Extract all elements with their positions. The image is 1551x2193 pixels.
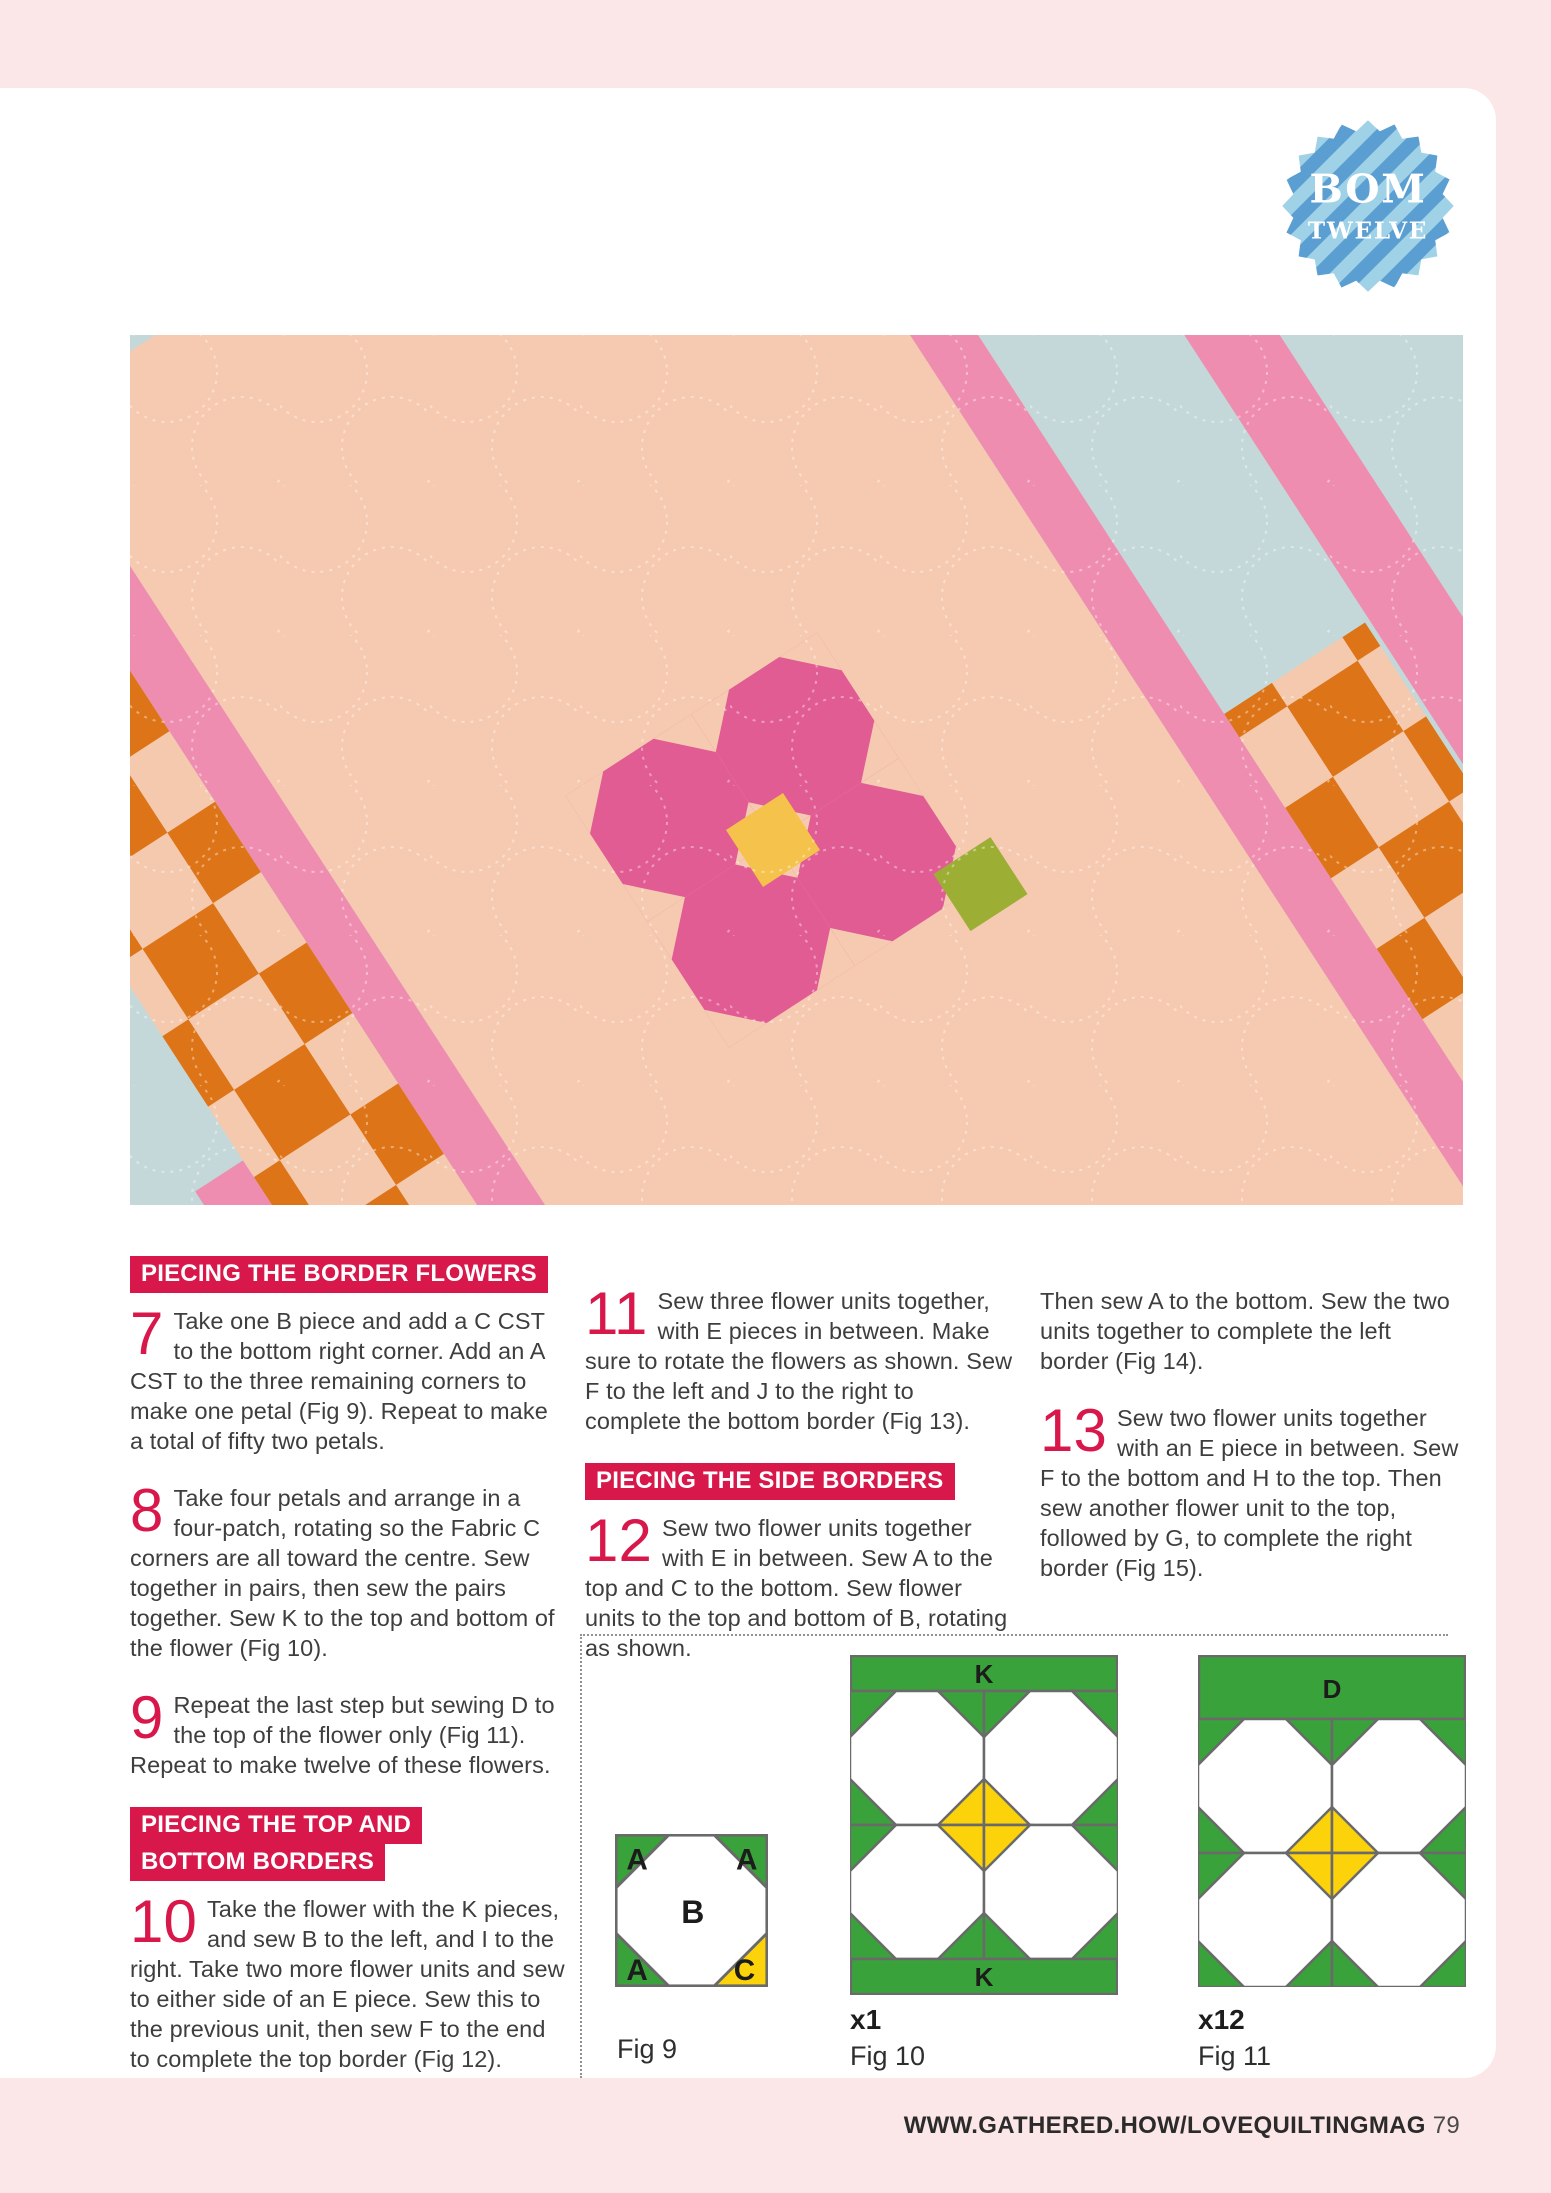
step-13-text: Sew two flower units together with an E piece in between. Sew F to the bottom and H to the top. Then sew another flower unit to the top, followed by G, to complete the right border (Fig 15). — [1040, 1405, 1459, 1581]
fig9-label-a-tr: A — [736, 1843, 758, 1877]
fig9-caption: Fig 9 — [617, 2034, 678, 2064]
step-7-number: 7 — [130, 1300, 164, 1367]
quilt-photo — [130, 335, 1463, 1205]
step-8-number: 8 — [130, 1477, 164, 1544]
fig9-label-a-tl: A — [626, 1843, 648, 1877]
continuation-paragraph: Then sew A to the bottom. Sew the two units together to complete the left border (Fig 14). — [1040, 1288, 1450, 1374]
column-3 — [1040, 1286, 1462, 1610]
step-13 — [1040, 1397, 1462, 1583]
figure-panel — [580, 1634, 1448, 2078]
step-7 — [130, 1300, 567, 1456]
step-9 — [130, 1684, 567, 1780]
footer — [904, 2112, 1460, 2140]
fig10-diagram — [850, 1655, 1118, 2000]
fig9-label-c-br: C — [733, 1954, 756, 1987]
fig11-caption: Fig 11 — [1198, 2041, 1272, 2071]
step-8-text: Take four petals and arrange in a four-patch, rotating so the Fabric C corners are all toward the centre. Sew together in pairs, then sew the pairs together. Sew K to the top and bottom of the flower (Fig 10). — [130, 1485, 555, 1661]
fig10-label-k-top: K — [974, 1659, 994, 1689]
step-11 — [585, 1280, 1013, 1436]
section-header-border-flowers: PIECING THE BORDER FLOWERS — [130, 1256, 548, 1293]
section-header-top-bottom-line2: BOTTOM BORDERS — [130, 1844, 385, 1881]
fig10-label-k-bottom: K — [974, 1962, 994, 1992]
step-12-number: 12 — [585, 1507, 652, 1574]
fig9-label-b-center: B — [681, 1894, 705, 1931]
section-header-side-borders: PIECING THE SIDE BORDERS — [585, 1463, 955, 1500]
flower-d-diagram — [1198, 1655, 1466, 1987]
step-10 — [130, 1888, 567, 2074]
footer-url: WWW.GATHERED.HOW/LOVEQUILTINGMAG — [903, 2112, 1426, 2139]
step-7-text: Take one B piece and add a C CST to the bottom right corner. Add an A CST to the three remaining corners to make one petal (Fig 9). Repeat to make a total of fifty two petals. — [130, 1308, 548, 1454]
step-13-number: 13 — [1040, 1397, 1107, 1464]
badge-line2: TWELVE — [1307, 217, 1429, 245]
step-12-text: Sew two flower units together with E in between. Sew A to the top and C to the bottom. Sew flower units to the top and bottom of B, rotating as shown. — [585, 1515, 1008, 1661]
fig10-count: x1 — [850, 2004, 882, 2035]
badge-line1: BOM — [1309, 166, 1427, 213]
fig11-diagram — [1198, 1655, 1466, 1992]
step-10-text: Take the flower with the K pieces, and sew B to the left, and I to the right. Take two more flower units and sew to either side of an E piece. Sew this to the previous unit, then sew F to the end to complete the top border (Fig 12). — [130, 1896, 565, 2072]
column-2 — [585, 1280, 1013, 1690]
column-1 — [130, 1256, 567, 2101]
step-9-number: 9 — [130, 1684, 164, 1751]
fig9-label-a-bl: A — [626, 1954, 648, 1987]
step-8 — [130, 1477, 567, 1663]
step-11-text: Sew three flower units together, with E pieces in between. Make sure to rotate the flowers as shown. Sew F to the left and J to the right to complete the bottom border (Fig 13). — [585, 1288, 1013, 1434]
bom-twelve-badge — [1278, 116, 1458, 296]
step-10-number: 10 — [130, 1888, 197, 1955]
fig11-label-d-top: D — [1322, 1674, 1342, 1704]
section-header-top-bottom-line1: PIECING THE TOP AND — [130, 1807, 422, 1844]
step-11-number: 11 — [585, 1280, 648, 1347]
petal-unit-diagram — [615, 1834, 768, 1987]
fig11-count: x12 — [1198, 2004, 1245, 2035]
fig10-caption: Fig 10 — [850, 2041, 926, 2071]
starburst-icon — [1278, 116, 1458, 296]
flower-k-diagram — [850, 1655, 1118, 1995]
step-9-text: Repeat the last step but sewing D to the top of the flower only (Fig 11). Repeat to make twelve of these flowers. — [130, 1692, 555, 1778]
page-number: 79 — [1432, 2112, 1460, 2139]
fig9-diagram — [615, 1834, 768, 1992]
